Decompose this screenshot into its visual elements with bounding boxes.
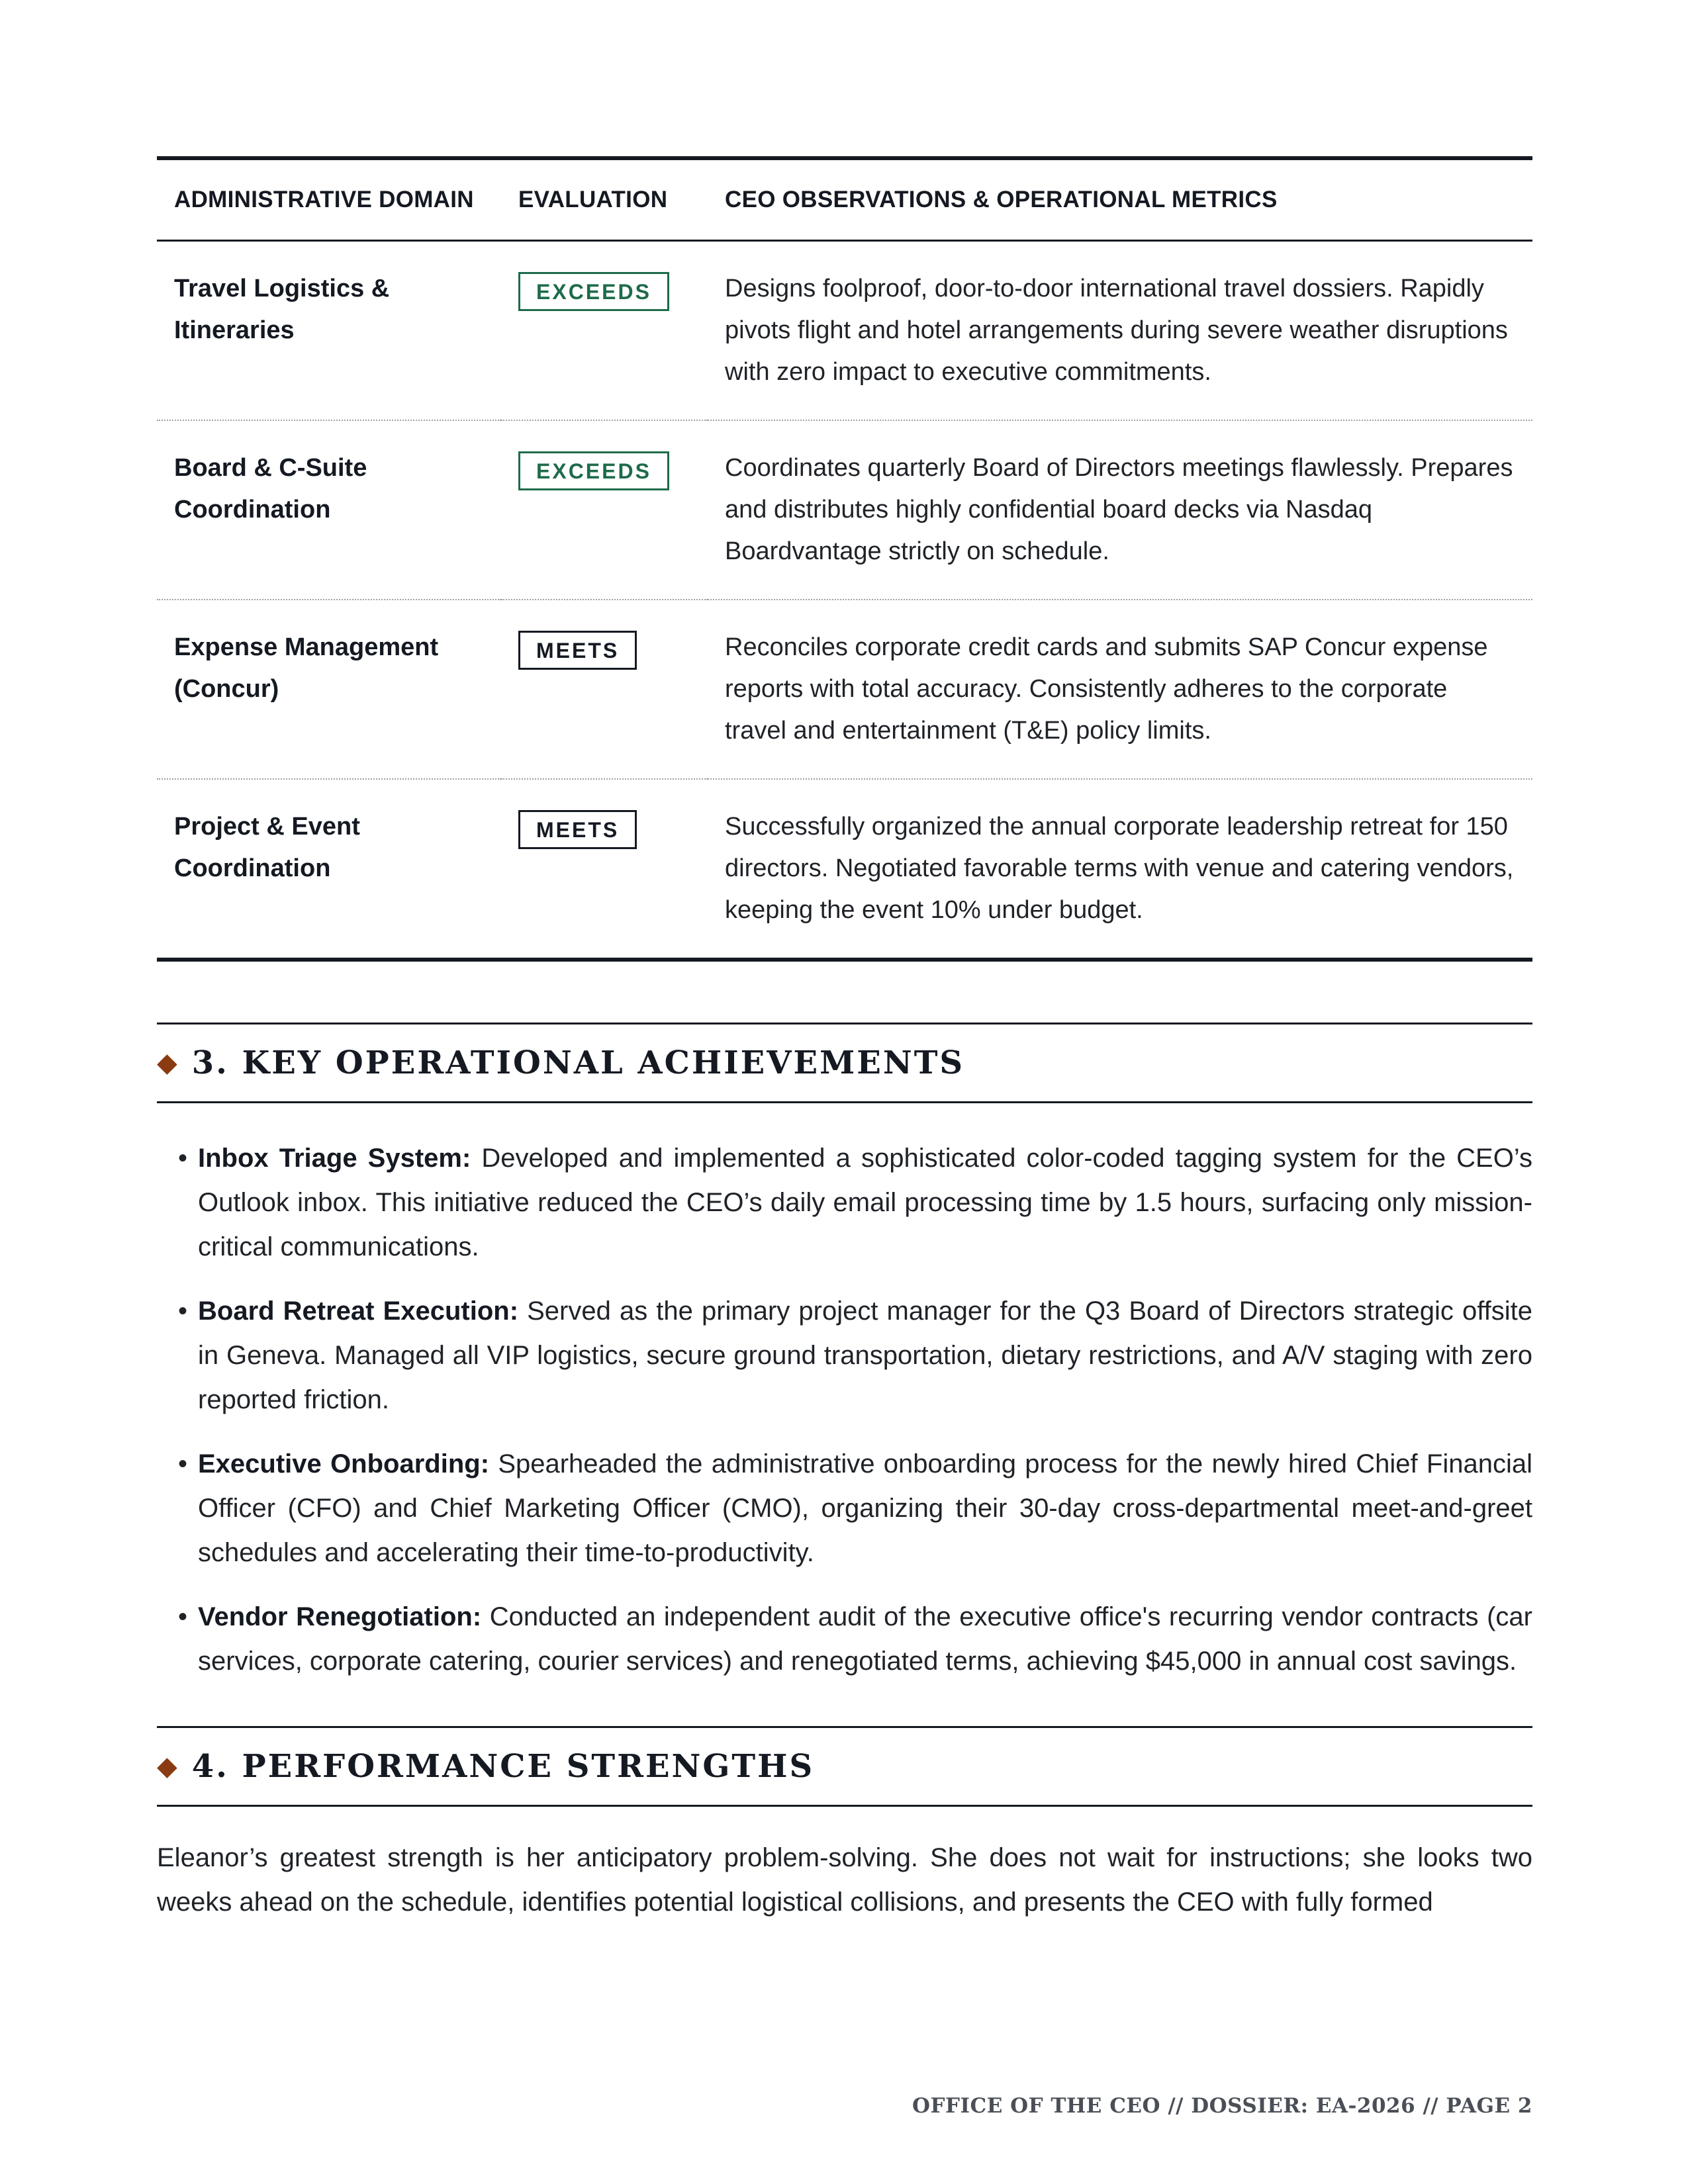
section-header-achievements (157, 1023, 1532, 1103)
evaluation-cell (501, 600, 708, 779)
strengths-paragraph: Eleanor’s greatest strength is her anticipatory problem-solving. She does not wait for instructions; she looks two weeks ahead on the schedule, identifies potential logistical collisions, and presents the CEO with fully formed (157, 1843, 1532, 1917)
item-lead: Board Retreat Execution: (198, 1297, 519, 1326)
evaluation-table (157, 156, 1532, 962)
list-item (157, 1289, 1532, 1422)
item-lead: Inbox Triage System: (198, 1144, 471, 1173)
table-row (157, 600, 1532, 779)
domain-cell: Expense Management (Concur) (157, 600, 501, 779)
domain-cell: Travel Logistics & Itineraries (174, 275, 390, 344)
evaluation-cell (501, 241, 708, 421)
list-item (157, 1442, 1532, 1575)
rating-badge: MEETS (518, 810, 637, 849)
page-footer: OFFICE OF THE CEO // DOSSIER: EA-2026 // PAGE 2 (912, 2094, 1532, 2118)
rating-badge: EXCEEDS (518, 451, 669, 490)
item-text: Developed and implemented a sophisticated color-coded tagging system for the CEO’s Outlook inbox. This initiative reduced the CEO’s daily email processing time by 1.5 hours, surfacing only mission-critical communications. (198, 1144, 1532, 1261)
observation-cell: Successfully organized the annual corporate leadership retreat for 150 directors. Negotiated favorable terms with venue and catering vendors, keeping the event 10% under budget. (708, 779, 1532, 960)
rating-badge: MEETS (518, 631, 637, 670)
header-domain: ADMINISTRATIVE DOMAIN (157, 158, 501, 241)
table-row (157, 241, 1532, 421)
evaluation-cell (501, 779, 708, 960)
observation-cell: Coordinates quarterly Board of Directors meetings flawlessly. Prepares and distributes highly confidential board decks via Nasdaq Boardvantage strictly on schedule. (708, 420, 1532, 600)
header-evaluation: EVALUATION (501, 158, 708, 241)
evaluation-cell (501, 420, 708, 600)
item-lead: Executive Onboarding: (198, 1449, 490, 1479)
bullet-icon: • (178, 1449, 188, 1479)
item-lead: Vendor Renegotiation: (198, 1602, 482, 1631)
diamond-icon: ◆ (157, 1048, 177, 1078)
domain-cell: Board & C-Suite Coordination (157, 420, 501, 600)
document-page (157, 156, 1532, 1951)
item-text: Served as the primary project manager for the Q3 Board of Directors strategic offsite in Geneva. Managed all VIP logistics, secure ground transportation, dietary restrictions, and A/V staging with zero reported friction. (198, 1297, 1532, 1414)
diamond-icon: ◆ (157, 1751, 177, 1782)
observation-cell: Reconciles corporate credit cards and submits SAP Concur expense reports with total accuracy. Consistently adheres to the corporate travel and entertainment (T&E) policy limits. (708, 600, 1532, 779)
domain-cell: Project & Event Coordination (157, 779, 501, 960)
bullet-icon: • (178, 1602, 188, 1631)
section-title: 4. PERFORMANCE STRENGTHS (191, 1748, 815, 1785)
observation-cell: Designs foolproof, door-to-door international travel dossiers. Rapidly pivots flight and hotel arrangements during severe weather disruptions with zero impact to executive commitments. (725, 275, 1508, 386)
list-item (157, 1136, 1532, 1269)
achievements-list (157, 1136, 1532, 1684)
item-text: Spearheaded the administrative onboarding process for the newly hired Chief Financial Officer (CFO) and Chief Marketing Officer (CMO), organizing their 30-day cross-departmental meet-and-greet schedules and accelerating their time-to-productivity. (198, 1449, 1532, 1567)
list-item (157, 1595, 1532, 1684)
table-row (157, 420, 1532, 600)
header-observations: CEO OBSERVATIONS & OPERATIONAL METRICS (708, 158, 1532, 241)
table-row (157, 779, 1532, 960)
bullet-icon: • (178, 1297, 188, 1326)
section-header-strengths (157, 1726, 1532, 1807)
item-text: Conducted an independent audit of the executive office's recurring vendor contracts (car services, corporate catering, courier services) and renegotiated terms, achieving $45,000 in annual cost savings. (198, 1602, 1532, 1676)
rating-badge: EXCEEDS (518, 272, 669, 311)
bullet-icon: • (178, 1144, 188, 1173)
section-title: 3. KEY OPERATIONAL ACHIEVEMENTS (191, 1044, 965, 1081)
table-header-row (157, 158, 1532, 241)
